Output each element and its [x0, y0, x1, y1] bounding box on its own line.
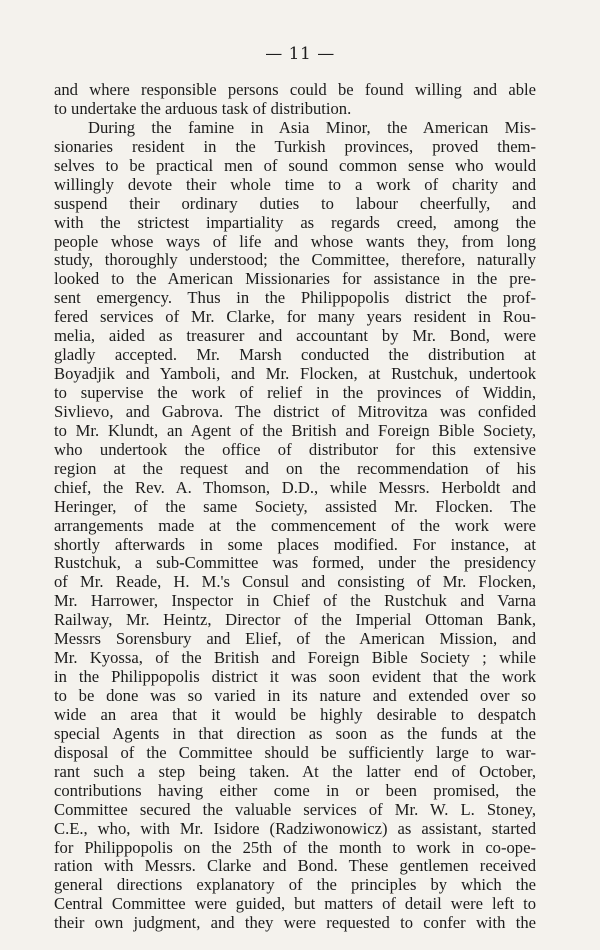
text-line: with the strictest impartiality as regards creed, among the: [54, 213, 536, 232]
text-line: special Agents in that direction as soon as the funds at the: [54, 724, 536, 743]
text-line: of Mr. Reade, H. M.'s Consul and consisting of Mr. Flocken,: [54, 573, 536, 592]
text-line: for Philippopolis on the 25th of the month to work in co-ope-: [54, 838, 536, 857]
text-line: willingly devote their whole time to a work of charity and: [54, 175, 536, 194]
text-line: Rustchuk, a sub-Committee was formed, under the presidency: [54, 554, 536, 573]
text-line: fered services of Mr. Clarke, for many years resident in Rou-: [54, 308, 536, 327]
text-line: general directions explanatory of the principles by which the: [54, 876, 536, 895]
text-line: region at the request and on the recommendation of his: [54, 459, 536, 478]
text-line: to undertake the arduous task of distribution.: [54, 99, 352, 118]
text-line: disposal of the Committee should be sufficiently large to war-: [54, 743, 536, 762]
page-number: — 11 —: [265, 44, 335, 64]
text-line: Committee secured the valuable services of Mr. W. L. Stoney,: [54, 800, 536, 819]
text-line: Mr. Kyossa, of the British and Foreign Bible Society ; while: [54, 649, 536, 668]
text-line: rant such a step being taken. At the latter end of October,: [54, 762, 536, 781]
text-line: selves to be practical men of sound common sense who would: [54, 156, 536, 175]
text-line: to supervise the work of relief in the provinces of Widdin,: [54, 384, 536, 402]
text-line: chief, the Rev. A. Thomson, D.D., while Messrs. Herboldt and: [54, 478, 536, 497]
text-line: shortly afterwards in some places modified. For instance, at: [54, 535, 536, 554]
text-line: Mr. Harrower, Inspector in Chief of the Rustchuk and Varna: [54, 592, 536, 611]
text-line: to Mr. Klundt, an Agent of the British and Foreign Bible Society,: [54, 421, 536, 440]
text-line: gladly accepted. Mr. Marsh conducted the distribution at: [54, 346, 536, 365]
text-line: melia, aided as treasurer and accountant by Mr. Bond, were: [54, 327, 536, 346]
text-line: sionaries resident in the Turkish provinces, proved them-: [54, 137, 536, 156]
text-line: and where responsible persons could be found willing and able: [54, 81, 536, 99]
text-line: Messrs Sorensbury and Elief, of the American Mission, and: [54, 630, 536, 649]
text-line: contributions having either come in or been promised, the: [54, 781, 536, 800]
text-line: ration with Messrs. Clarke and Bond. These gentlemen received: [54, 857, 536, 876]
text-line: people whose ways of life and whose wants they, from long: [54, 232, 536, 251]
text-line: arrangements made at the commencement of the work were: [54, 516, 536, 535]
text-line: in the Philippopolis district it was soon evident that the work: [54, 668, 536, 687]
body-text: [54, 81, 536, 933]
text-line: wide an area that it would be highly desirable to despatch: [54, 705, 536, 724]
text-line: Central Committee were guided, but matters of detail were left to: [54, 895, 536, 914]
text-line: Heringer, of the same Society, assisted Mr. Flocken. The: [54, 497, 536, 516]
text-line: who undertook the office of distributor for this extensive: [54, 440, 536, 459]
text-line: Railway, Mr. Heintz, Director of the Imperial Ottoman Bank,: [54, 611, 536, 630]
text-line: study, thoroughly understood; the Committee, therefore, naturally: [54, 251, 536, 270]
text-line: C.E., who, with Mr. Isidore (Radziwonowicz) as assistant, started: [54, 819, 536, 838]
text-line: looked to the American Missionaries for assistance in the pre-: [54, 270, 536, 289]
text-line: to be done was so varied in its nature and extended over so: [54, 687, 536, 705]
text-line: During the famine in Asia Minor, the American Mis-: [88, 118, 536, 137]
text-line: suspend their ordinary duties to labour cheerfully, and: [54, 194, 536, 213]
text-line: their own judgment, and they were requested to confer with the: [54, 914, 536, 933]
text-line: Sivlievo, and Gabrova. The district of Mitrovitza was confided: [54, 402, 536, 421]
text-line: Boyadjik and Yamboli, and Mr. Flocken, at Rustchuk, undertook: [54, 365, 536, 384]
text-line: sent emergency. Thus in the Philippopolis district the prof-: [54, 289, 536, 308]
